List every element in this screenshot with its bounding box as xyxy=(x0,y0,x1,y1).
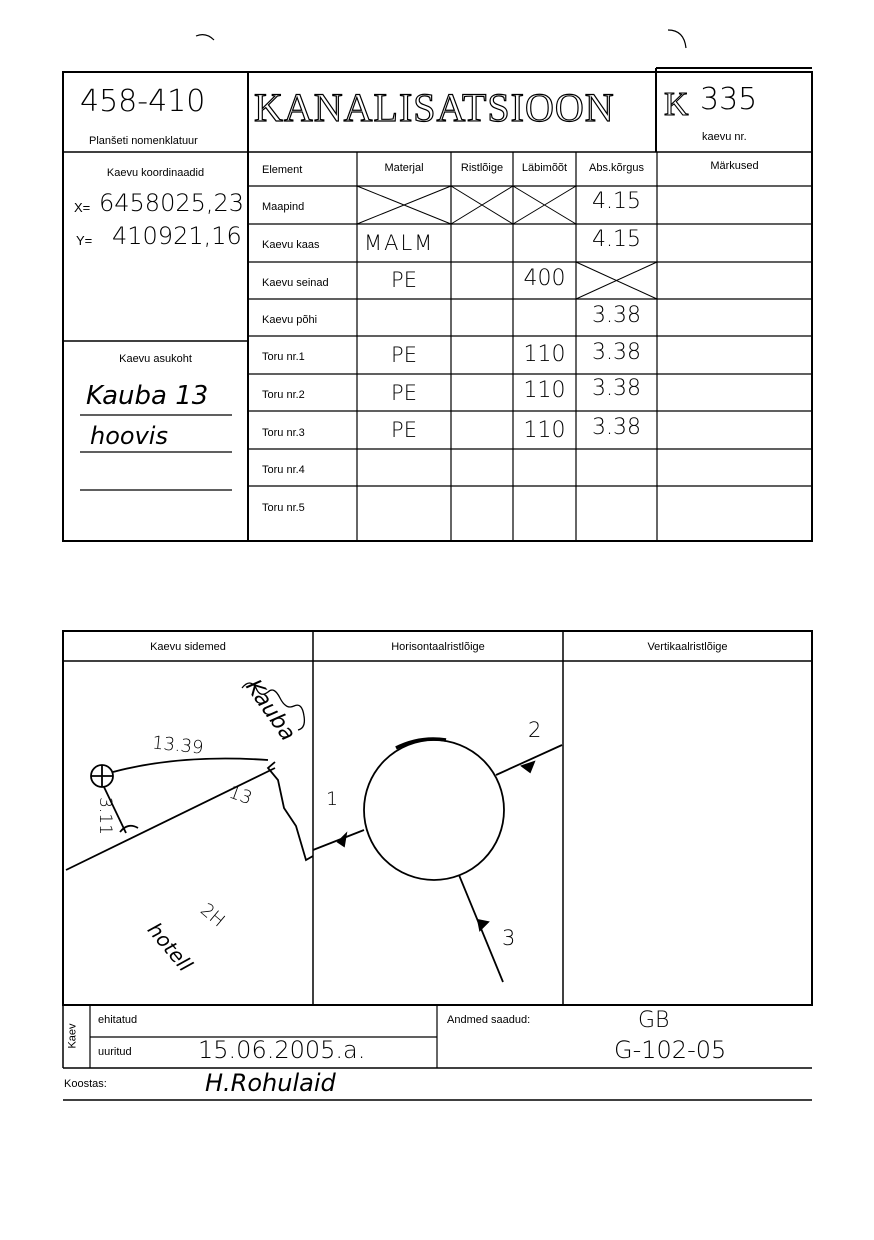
cell-abs-height: 3.38 xyxy=(592,340,641,365)
location-label: Kaevu asukoht xyxy=(119,353,192,365)
col-header-section: Ristlõige xyxy=(460,162,504,174)
page-title: KANALISATSIOON xyxy=(254,85,615,130)
cell-diameter: 110 xyxy=(523,378,566,403)
cell-material: PE xyxy=(391,343,417,367)
tie-street-name: Kauba xyxy=(240,675,301,746)
x-coordinate-value: 6458025,23 xyxy=(99,189,245,217)
col-header-notes: Märkused xyxy=(710,160,759,172)
pipe-label: 3 xyxy=(502,926,516,950)
cell-diameter: 400 xyxy=(523,266,566,291)
tie-building-number: 13 xyxy=(226,781,255,810)
well-letter: K xyxy=(664,86,689,123)
sketch-header-vertical: Vertikaalristlõige xyxy=(647,641,728,653)
cell-material: MALM xyxy=(364,231,435,255)
row-element-label: Toru nr.4 xyxy=(262,464,305,476)
pipe-label: 2 xyxy=(528,718,542,742)
cell-material: PE xyxy=(391,381,417,405)
data-source-label: Andmed saadud: xyxy=(447,1014,531,1026)
tie-distance-top: 13.39 xyxy=(151,732,205,759)
pipe-label: 1 xyxy=(326,788,339,810)
cell-abs-height: 3.38 xyxy=(592,415,641,440)
y-label: Y= xyxy=(76,233,93,248)
binder-hole-mark xyxy=(668,30,686,48)
col-header-diameter: Läbimõõt xyxy=(521,162,568,174)
surveyed-value: 15.06.2005.a. xyxy=(198,1036,366,1064)
x-label: X= xyxy=(74,200,91,215)
row-element-label: Toru nr.1 xyxy=(262,351,305,363)
y-coordinate-value: 410921,16 xyxy=(112,222,242,250)
horizontal-section-sketch xyxy=(313,739,562,982)
coordinates-label: Kaevu koordinaadid xyxy=(106,167,205,179)
tie-parking-text: hotell xyxy=(142,917,198,977)
surveyed-label: uuritud xyxy=(98,1046,132,1058)
col-header-abs-height: Abs.kõrgus xyxy=(588,162,645,174)
location-address: Kauba 13 xyxy=(86,381,209,411)
data-source-code: GB xyxy=(638,1008,670,1033)
tie-parking-number: 2H xyxy=(196,899,229,932)
sketch-header-ties: Kaevu sidemed xyxy=(150,641,226,653)
nomenclature-value: 458-410 xyxy=(80,84,206,119)
cell-abs-height: 3.38 xyxy=(592,376,641,401)
compiler-label: Koostas: xyxy=(64,1078,107,1090)
col-header-material: Materjal xyxy=(384,162,424,174)
sketch-header-horizontal: Horisontaalristlõige xyxy=(391,641,485,653)
cell-abs-height: 3.38 xyxy=(592,303,641,328)
binder-hole-mark xyxy=(196,35,214,40)
row-element-label: Kaevu kaas xyxy=(262,239,320,251)
row-element-label: Kaevu seinad xyxy=(262,277,329,289)
compiler-name: H.Rohulaid xyxy=(205,1069,336,1097)
tie-distance-left: 3.11 xyxy=(94,797,115,835)
cell-abs-height: 4.15 xyxy=(592,227,641,252)
cell-abs-height: 4.15 xyxy=(592,189,641,214)
row-element-label: Toru nr.2 xyxy=(262,389,305,401)
row-element-label: Kaevu põhi xyxy=(262,314,318,326)
col-header-element: Element xyxy=(262,164,303,176)
cell-material: PE xyxy=(391,418,417,442)
location-detail: hoovis xyxy=(90,422,168,450)
cell-material: PE xyxy=(391,268,417,292)
nomenclature-label: Planšeti nomenklatuur xyxy=(89,135,198,147)
well-number-label: kaevu nr. xyxy=(702,131,747,143)
footer-side-label: Kaev xyxy=(66,1023,79,1049)
well-number: 335 xyxy=(700,82,758,117)
row-element-label: Toru nr.5 xyxy=(262,502,305,514)
data-source-reference: G-102-05 xyxy=(614,1036,727,1064)
built-label: ehitatud xyxy=(98,1014,138,1026)
cell-diameter: 110 xyxy=(523,418,566,443)
cell-diameter: 110 xyxy=(523,342,566,367)
row-element-label: Maapind xyxy=(262,201,305,213)
well-circle xyxy=(364,740,504,880)
row-element-label: Toru nr.3 xyxy=(262,427,305,439)
